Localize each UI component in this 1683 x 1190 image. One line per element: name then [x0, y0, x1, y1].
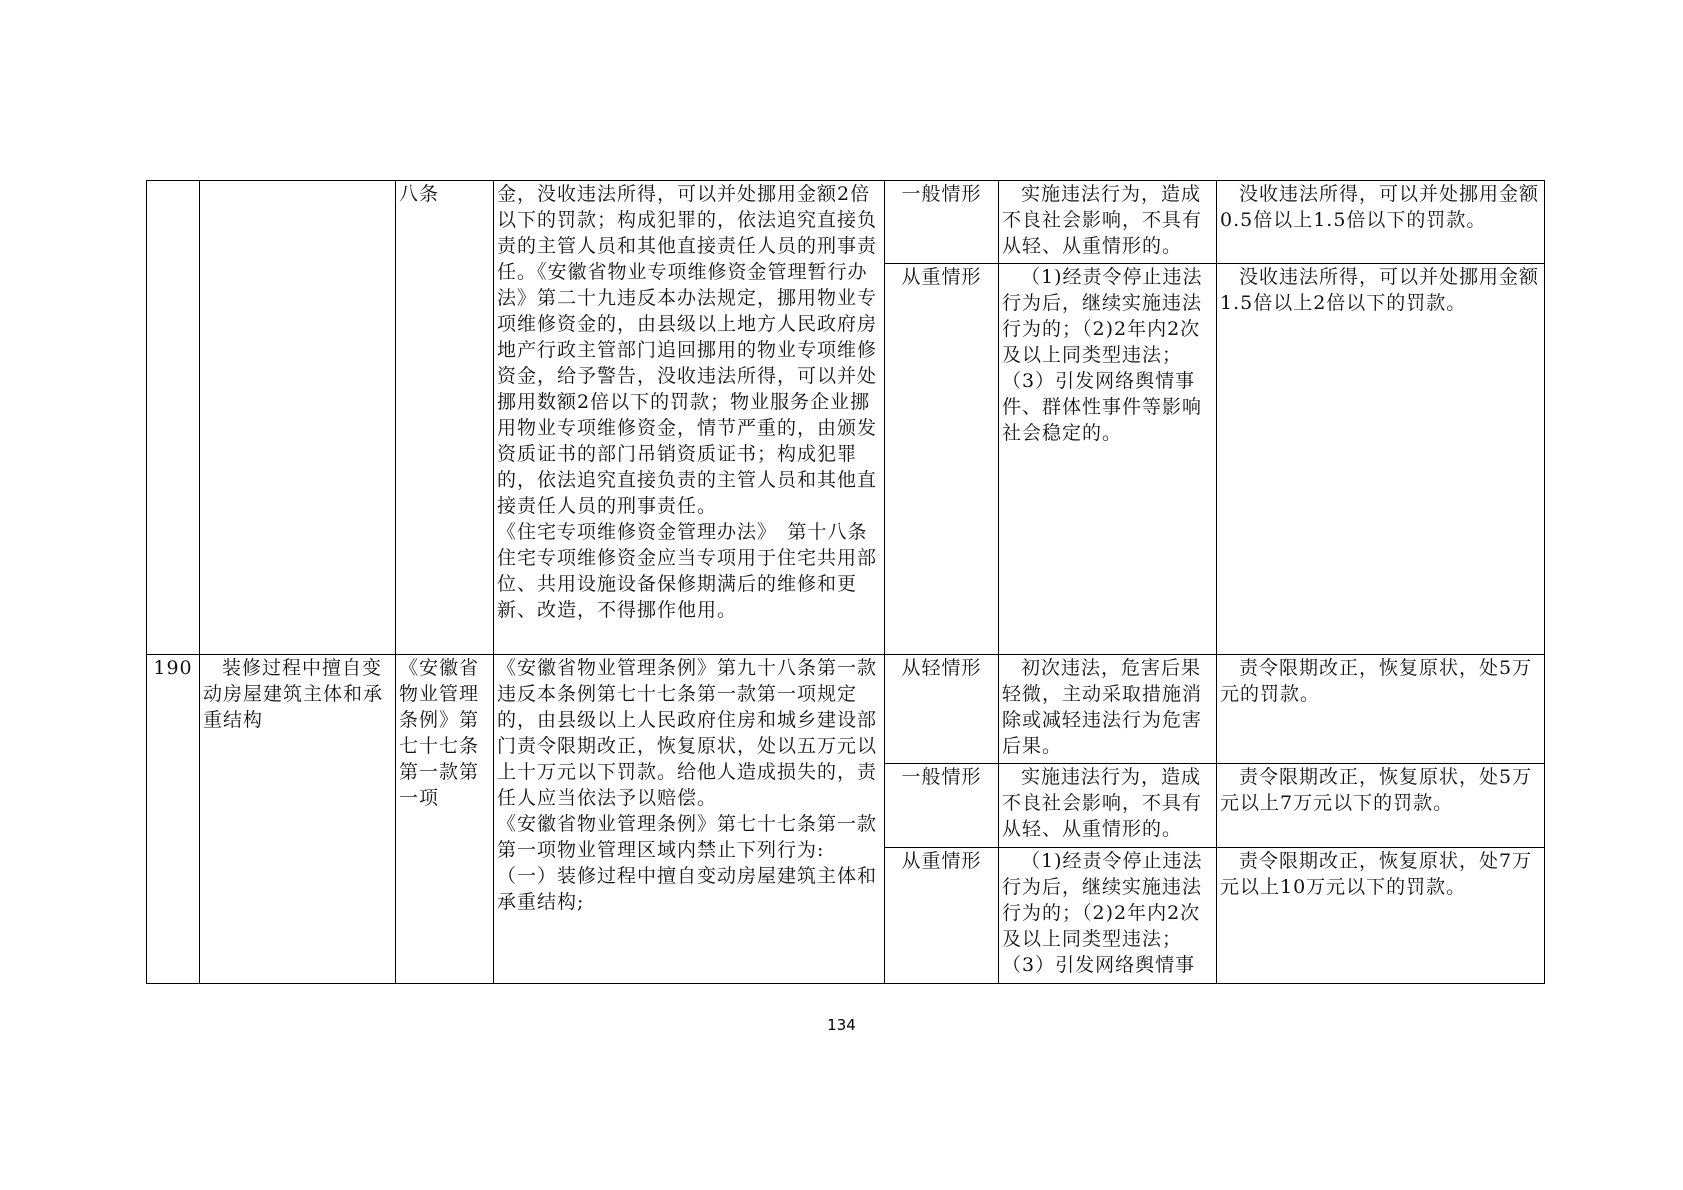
basis-paragraph: 《安徽省物业管理条例》第九十八条第一款违反本条例第七十七条第一款第一项规定的，由县级以上人民政府住房和城乡建设部门责令限期改正，恢复原状，处以五万元以上十万元以下罚款。给他人造成损失的，责任人应当依法予以赔偿。 [497, 657, 878, 809]
condition-cell: 初次违法，危害后果轻微，主动采取措施消除或减轻违法行为危害后果。 [999, 655, 1217, 764]
condition-cell: 实施违法行为，造成不良社会影响，不具有从轻、从重情形的。 [999, 181, 1217, 264]
basis-paragraph: 金，没收违法所得，可以并处挪用金额2倍以下的罚款；构成犯罪的，依法追究直接负责的主管人员和其他直接责任人员的刑事责任。《安徽省物业专项维修资金管理暂行办法》第二十九违反本办法规定，挪用物业专项维修资金的，由县级以上地方人民政府房地产行政主管部门追回挪用的物业专项维修资金，给予警告，没收违法所得，可以并处挪用数额2倍以下的罚款；物业服务企业挪用物业专项维修资金，情节严重的，由颁发资质证书的部门吊销资质证书；构成犯罪的，依法追究直接负责的主管人员和其他直接责任人员的刑事责任。 [497, 183, 878, 517]
page-number: 134 [827, 1016, 856, 1034]
penalty-cell: 没收违法所得，可以并处挪用金额0.5倍以上1.5倍以下的罚款。 [1217, 181, 1545, 264]
basis-paragraph: 《安徽省物业管理条例》第七十七条第一款第一项物业管理区域内禁止下列行为: [497, 813, 878, 861]
level-cell: 一般情形 [885, 181, 999, 264]
basis-text-cell [494, 655, 885, 984]
condition-cell: （1)经责令停止违法行为后，继续实施违法行为的；（2)2年内2次及以上同类型违法；（3）引发网络舆情事件、群体性事件等影响社会稳定的。 [999, 264, 1217, 655]
level-cell: 从重情形 [885, 264, 999, 655]
number-cell [147, 181, 200, 655]
penalty-cell: 责令限期改正，恢复原状，处5万元以上7万元以下的罚款。 [1217, 764, 1545, 848]
violation-cell: 装修过程中擅自变动房屋建筑主体和承重结构 [200, 655, 396, 984]
basis-no-cell: 《安徽省物业管理条例》第七十七条第一款第一项 [396, 655, 494, 984]
penalty-cell: 责令限期改正，恢复原状，处5万元的罚款。 [1217, 655, 1545, 764]
basis-no-cell: 八条 [396, 181, 494, 655]
level-cell: 从重情形 [885, 848, 999, 984]
penalty-cell: 没收违法所得，可以并处挪用金额1.5倍以上2倍以下的罚款。 [1217, 264, 1545, 655]
level-cell: 从轻情形 [885, 655, 999, 764]
table-row [147, 181, 1545, 264]
condition-cell: 实施违法行为，造成不良社会影响，不具有从轻、从重情形的。 [999, 764, 1217, 848]
penalty-table [146, 180, 1545, 984]
basis-paragraph: 《住宅专项维修资金管理办法》 第十八条住宅专项维修资金应当专项用于住宅共用部位、共用设施设备保修期满后的维修和更新、改造，不得挪作他用。 [497, 521, 878, 621]
penalty-cell: 责令限期改正，恢复原状，处7万元以上10万元以下的罚款。 [1217, 848, 1545, 984]
number-cell: 190 [147, 655, 200, 984]
basis-text-cell [494, 181, 885, 655]
table-row [147, 655, 1545, 764]
basis-paragraph: （一）装修过程中擅自变动房屋建筑主体和承重结构; [497, 865, 878, 913]
condition-cell [999, 848, 1217, 984]
violation-cell [200, 181, 396, 655]
condition-text: （1)经责令停止违法行为后，继续实施违法行为的；（2)2年内2次及以上同类型违法；（3）引发网络舆情事 [1002, 850, 1203, 976]
level-cell: 一般情形 [885, 764, 999, 848]
